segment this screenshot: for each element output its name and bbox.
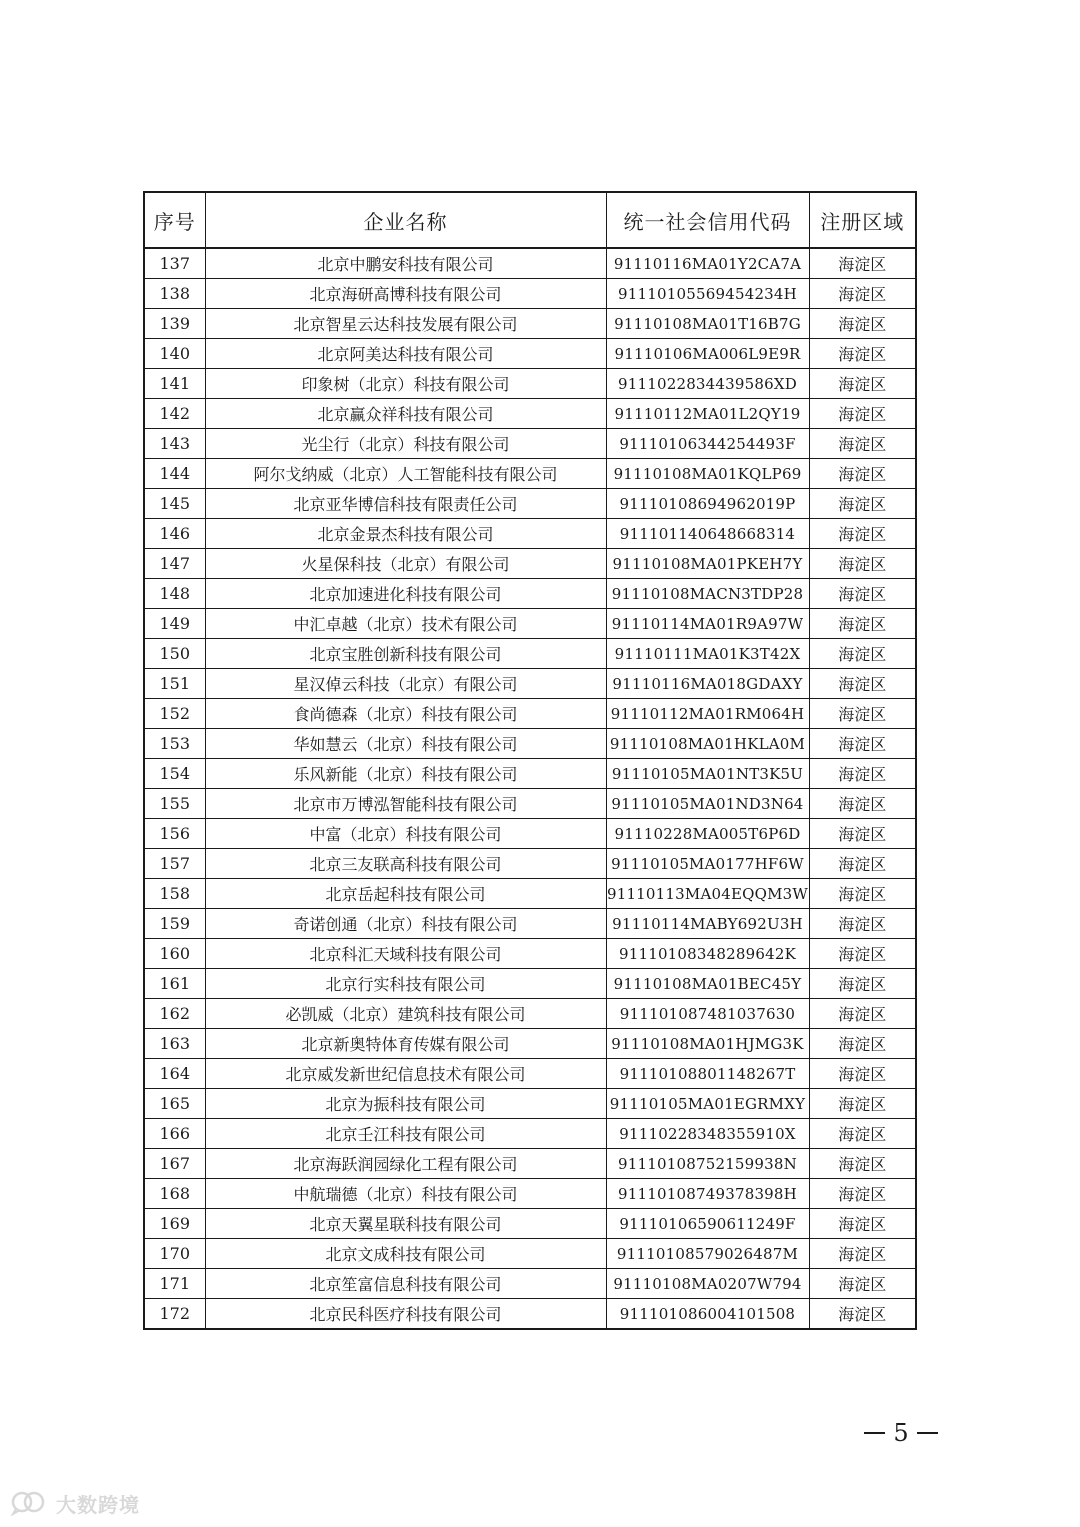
cell-region: 海淀区 (809, 999, 916, 1029)
cell-name: 北京科汇天域科技有限公司 (205, 939, 606, 969)
cell-seq: 152 (144, 699, 205, 729)
cell-region: 海淀区 (809, 339, 916, 369)
cell-code: 91110113MA04EQQM3W (606, 879, 809, 909)
cell-code: 91110106344254493F (606, 429, 809, 459)
cell-code: 91110116MA018GDAXY (606, 669, 809, 699)
header-name: 企业名称 (205, 192, 606, 248)
cell-name: 北京海跃润园绿化工程有限公司 (205, 1149, 606, 1179)
cell-region: 海淀区 (809, 969, 916, 999)
cell-seq: 155 (144, 789, 205, 819)
cell-name: 必凯威（北京）建筑科技有限公司 (205, 999, 606, 1029)
cell-region: 海淀区 (809, 549, 916, 579)
cell-name: 食尚德森（北京）科技有限公司 (205, 699, 606, 729)
cell-name: 奇诺创通（北京）科技有限公司 (205, 909, 606, 939)
table-body (144, 248, 916, 1329)
cell-region: 海淀区 (809, 699, 916, 729)
table-row (144, 1029, 916, 1059)
cell-code: 91110105MA01NT3K5U (606, 759, 809, 789)
cell-region: 海淀区 (809, 309, 916, 339)
enterprise-table (143, 191, 917, 1330)
cell-code: 91110114MABY692U3H (606, 909, 809, 939)
table-row (144, 1119, 916, 1149)
speech-bubble-icon (10, 1490, 50, 1516)
cell-seq: 172 (144, 1299, 205, 1330)
table-row (144, 699, 916, 729)
cell-region: 海淀区 (809, 519, 916, 549)
cell-seq: 141 (144, 369, 205, 399)
table-row (144, 609, 916, 639)
cell-code: 91110108579026487M (606, 1239, 809, 1269)
cell-name: 中富（北京）科技有限公司 (205, 819, 606, 849)
table-row (144, 1059, 916, 1089)
table-row (144, 549, 916, 579)
cell-region: 海淀区 (809, 1239, 916, 1269)
cell-code: 91110105MA01EGRMXY (606, 1089, 809, 1119)
cell-seq: 171 (144, 1269, 205, 1299)
page-number-right-dash (917, 1432, 938, 1434)
cell-name: 北京智星云达科技发展有限公司 (205, 309, 606, 339)
table-row (144, 369, 916, 399)
cell-seq: 170 (144, 1239, 205, 1269)
cell-region: 海淀区 (809, 849, 916, 879)
cell-seq: 143 (144, 429, 205, 459)
cell-code: 9111022834835591​0X (606, 1119, 809, 1149)
cell-name: 星汉倬云科技（北京）有限公司 (205, 669, 606, 699)
cell-region: 海淀区 (809, 609, 916, 639)
cell-seq: 144 (144, 459, 205, 489)
cell-seq: 164 (144, 1059, 205, 1089)
cell-seq: 151 (144, 669, 205, 699)
cell-seq: 137 (144, 248, 205, 279)
cell-name: 北京为振科技有限公司 (205, 1089, 606, 1119)
cell-region: 海淀区 (809, 1119, 916, 1149)
cell-code: 91110114MA01R9A97W (606, 609, 809, 639)
cell-region: 海淀区 (809, 459, 916, 489)
table-header-row (144, 192, 916, 248)
cell-region: 海淀区 (809, 429, 916, 459)
table-row (144, 879, 916, 909)
cell-code: 91110108752159938N (606, 1149, 809, 1179)
header-seq: 序号 (144, 192, 205, 248)
header-code: 统一社会信用代码 (606, 192, 809, 248)
cell-code: 9111022834439586XD (606, 369, 809, 399)
cell-name: 北京亚华博信科技有限责任公司 (205, 489, 606, 519)
cell-name: 乐风新能（北京）科技有限公司 (205, 759, 606, 789)
table-row (144, 519, 916, 549)
cell-code: 911101055694542​34H (606, 279, 809, 309)
cell-name: 火星保科技（北京）有限公司 (205, 549, 606, 579)
cell-seq: 166 (144, 1119, 205, 1149)
cell-code: 91110105MA01ND3N64 (606, 789, 809, 819)
cell-region: 海淀区 (809, 909, 916, 939)
cell-seq: 154 (144, 759, 205, 789)
cell-seq: 160 (144, 939, 205, 969)
table-row (144, 669, 916, 699)
cell-region: 海淀区 (809, 759, 916, 789)
cell-region: 海淀区 (809, 1089, 916, 1119)
cell-code: 91110106MA006L9E9R (606, 339, 809, 369)
cell-name: 华如慧云（北京）科技有限公司 (205, 729, 606, 759)
table-row (144, 819, 916, 849)
page-number (856, 1418, 946, 1448)
cell-name: 北京市万博泓智能科技有限公司 (205, 789, 606, 819)
cell-seq: 142 (144, 399, 205, 429)
cell-code: 91110108348289642K (606, 939, 809, 969)
table-row (144, 849, 916, 879)
cell-seq: 138 (144, 279, 205, 309)
cell-region: 海淀区 (809, 1059, 916, 1089)
cell-region: 海淀区 (809, 1269, 916, 1299)
cell-region: 海淀区 (809, 939, 916, 969)
table-row (144, 909, 916, 939)
cell-seq: 167 (144, 1149, 205, 1179)
table-row (144, 939, 916, 969)
cell-seq: 148 (144, 579, 205, 609)
page-number-value: 5 (893, 1419, 909, 1447)
cell-name: 北京天翼星联科技有限公司 (205, 1209, 606, 1239)
table-row (144, 789, 916, 819)
table-row (144, 309, 916, 339)
table-row (144, 729, 916, 759)
cell-region: 海淀区 (809, 489, 916, 519)
table-row (144, 1149, 916, 1179)
cell-name: 北京行实科技有限公司 (205, 969, 606, 999)
cell-name: 北京岳起科技有限公司 (205, 879, 606, 909)
cell-code: 91110108MA01BEC45Y (606, 969, 809, 999)
cell-name: 北京赢众祥科技有限公司 (205, 399, 606, 429)
cell-code: 91110108MA01T16B7G (606, 309, 809, 339)
table-row (144, 969, 916, 999)
cell-code: 91110116MA01Y2CA7A (606, 248, 809, 279)
cell-name: 北京笙富信息科技有限公司 (205, 1269, 606, 1299)
cell-seq: 145 (144, 489, 205, 519)
cell-code: 91110228MA005T6P6D (606, 819, 809, 849)
cell-region: 海淀区 (809, 399, 916, 429)
cell-seq: 147 (144, 549, 205, 579)
cell-seq: 150 (144, 639, 205, 669)
page-number-left-dash (864, 1432, 885, 1434)
cell-seq: 162 (144, 999, 205, 1029)
table-row (144, 248, 916, 279)
cell-region: 海淀区 (809, 639, 916, 669)
table-row (144, 579, 916, 609)
table-row (144, 759, 916, 789)
cell-code: 91110108MA0207W794 (606, 1269, 809, 1299)
table-row (144, 999, 916, 1029)
table-row (144, 1269, 916, 1299)
table-row (144, 1239, 916, 1269)
table-row (144, 489, 916, 519)
cell-name: 中航瑞德（北京）科技有限公司 (205, 1179, 606, 1209)
cell-seq: 156 (144, 819, 205, 849)
table-row (144, 339, 916, 369)
cell-name: 北京壬江科技有限公司 (205, 1119, 606, 1149)
table-row (144, 399, 916, 429)
cell-name: 北京三友联高科技有限公司 (205, 849, 606, 879)
table-row (144, 639, 916, 669)
cell-code: 91110114064866​8314 (606, 519, 809, 549)
table-row (144, 1209, 916, 1239)
cell-code: 91110108801148267T (606, 1059, 809, 1089)
cell-name: 北京中鹏安科技有限公司 (205, 248, 606, 279)
cell-name: 光尘行（北京）科技有限公司 (205, 429, 606, 459)
cell-seq: 158 (144, 879, 205, 909)
table-row (144, 1179, 916, 1209)
cell-name: 印象树（北京）科技有限公司 (205, 369, 606, 399)
cell-region: 海淀区 (809, 729, 916, 759)
table-row (144, 1089, 916, 1119)
cell-code: 91110105MA0177HF6W (606, 849, 809, 879)
cell-seq: 169 (144, 1209, 205, 1239)
cell-code: 91110108MA01HKLA0M (606, 729, 809, 759)
cell-code: 91110112MA01RM064H (606, 699, 809, 729)
cell-seq: 139 (144, 309, 205, 339)
cell-name: 北京加速进化科技有限公司 (205, 579, 606, 609)
cell-name: 阿尔戈纳威（北京）人工智能科技有限公司 (205, 459, 606, 489)
cell-name: 北京金景杰科技有限公司 (205, 519, 606, 549)
table-row (144, 429, 916, 459)
cell-seq: 159 (144, 909, 205, 939)
cell-region: 海淀区 (809, 579, 916, 609)
cell-region: 海淀区 (809, 1209, 916, 1239)
cell-region: 海淀区 (809, 279, 916, 309)
cell-name: 北京海研高博科技有限公司 (205, 279, 606, 309)
cell-code: 91110108749378398H (606, 1179, 809, 1209)
cell-seq: 153 (144, 729, 205, 759)
cell-seq: 163 (144, 1029, 205, 1059)
table-row (144, 1299, 916, 1330)
cell-code: 91110108MA01KQLP69 (606, 459, 809, 489)
cell-name: 北京文成科技有限公司 (205, 1239, 606, 1269)
cell-name: 北京阿美达科技有限公司 (205, 339, 606, 369)
cell-region: 海淀区 (809, 369, 916, 399)
cell-name: 北京民科医疗科技有限公司 (205, 1299, 606, 1330)
cell-region: 海淀区 (809, 1299, 916, 1330)
cell-seq: 165 (144, 1089, 205, 1119)
cell-name: 中汇卓越（北京）技术有限公司 (205, 609, 606, 639)
watermark (10, 1488, 140, 1518)
cell-code: 91110112MA01L2QY19 (606, 399, 809, 429)
cell-name: 北京新奥特体育传媒有限公司 (205, 1029, 606, 1059)
cell-name: 北京宝胜创新科技有限公司 (205, 639, 606, 669)
cell-region: 海淀区 (809, 1029, 916, 1059)
watermark-text: 大数跨境 (56, 1492, 140, 1517)
cell-seq: 161 (144, 969, 205, 999)
cell-code: 911101087481037630 (606, 999, 809, 1029)
cell-region: 海淀区 (809, 789, 916, 819)
cell-region: 海淀区 (809, 1179, 916, 1209)
cell-region: 海淀区 (809, 879, 916, 909)
cell-seq: 146 (144, 519, 205, 549)
cell-code: 91110108MACN3TDP28 (606, 579, 809, 609)
cell-region: 海淀区 (809, 669, 916, 699)
table-row (144, 459, 916, 489)
cell-seq: 140 (144, 339, 205, 369)
cell-code: 91110111MA01K3T42X (606, 639, 809, 669)
cell-code: 91110108MA01PKEH7Y (606, 549, 809, 579)
cell-region: 海淀区 (809, 819, 916, 849)
cell-code: 91110108MA01HJMG3K (606, 1029, 809, 1059)
cell-region: 海淀区 (809, 1149, 916, 1179)
cell-code: 911101086004101508 (606, 1299, 809, 1330)
cell-code: 91110108694962019P (606, 489, 809, 519)
cell-region: 海淀区 (809, 248, 916, 279)
cell-seq: 157 (144, 849, 205, 879)
cell-name: 北京威发新世纪信息技术有限公司 (205, 1059, 606, 1089)
cell-code: 91110106590611249F (606, 1209, 809, 1239)
cell-seq: 149 (144, 609, 205, 639)
header-region: 注册区域 (809, 192, 916, 248)
table-row (144, 279, 916, 309)
cell-seq: 168 (144, 1179, 205, 1209)
